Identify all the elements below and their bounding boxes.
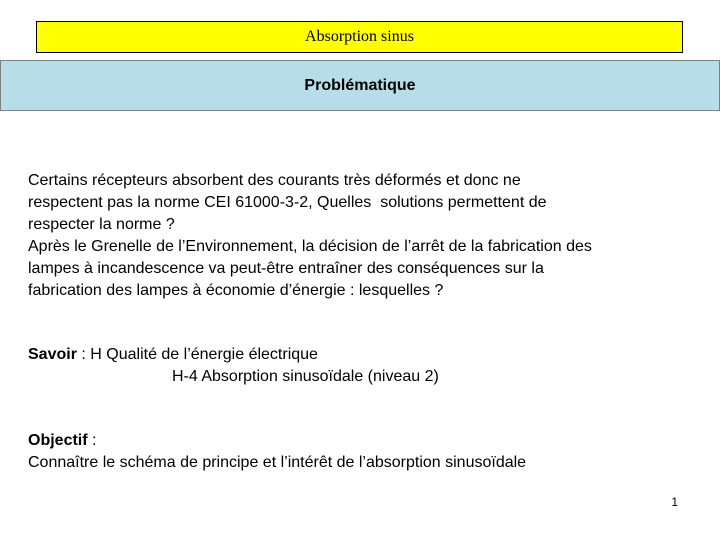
intro-line: respectent pas la norme CEI 61000-3-2, Quelles solutions permettent de	[28, 194, 547, 211]
intro-line: fabrication des lampes à économie d’énergie : lesquelles ?	[28, 282, 444, 299]
savoir-section	[28, 344, 698, 388]
savoir-subtopic: H-4 Absorption sinusoïdale (niveau 2)	[172, 368, 439, 385]
slide-title-bar	[36, 21, 683, 53]
savoir-line-1	[28, 344, 698, 366]
savoir-separator: :	[76, 346, 91, 363]
intro-line: Certains récepteurs absorbent des courants très déformés et donc ne	[28, 172, 521, 189]
intro-line: Après le Grenelle de l’Environnement, la décision de l’arrêt de la fabrication des	[28, 238, 592, 255]
savoir-topic: H Qualité de l’énergie électrique	[90, 346, 318, 363]
objectif-line-1	[28, 430, 698, 452]
problem-heading: Problématique	[304, 76, 416, 94]
intro-line: respecter la norme ?	[28, 216, 175, 233]
savoir-label: Savoir	[28, 346, 77, 363]
intro-line: lampes à incandescence va peut-être entraîner des conséquences sur la	[28, 260, 544, 277]
objectif-text: Connaître le schéma de principe et l’intérêt de l’absorption sinusoïdale	[28, 454, 527, 471]
objectif-label: Objectif	[28, 432, 88, 449]
objectif-separator: :	[87, 432, 97, 449]
intro-paragraph	[28, 170, 698, 302]
objectif-section	[28, 430, 698, 474]
problem-heading-bar	[0, 60, 720, 111]
page-number: 1	[671, 495, 678, 509]
slide-title: Absorption sinus	[305, 28, 414, 45]
